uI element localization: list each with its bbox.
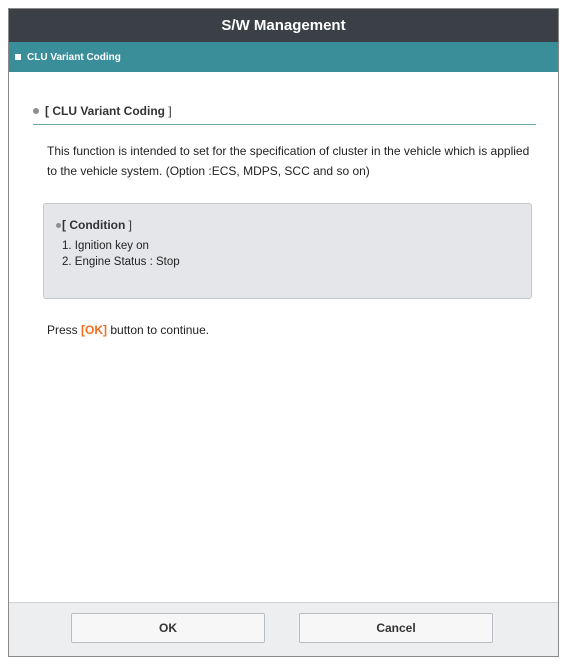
condition-title-text: Condition bbox=[66, 218, 129, 232]
ok-button[interactable]: OK bbox=[71, 613, 265, 643]
section-title-open-bracket: [ bbox=[45, 104, 49, 118]
prompt-prefix: Press bbox=[47, 323, 82, 337]
subheader-bar bbox=[9, 42, 558, 72]
section-title-text: CLU Variant Coding bbox=[49, 104, 169, 118]
condition-title bbox=[56, 218, 519, 232]
section-title bbox=[33, 104, 536, 125]
function-description: This function is intended to set for the specification of cluster in the vehicle which is applied to the vehicle system. (Option :ECS, MDPS, SCC and so on) bbox=[47, 144, 530, 178]
window-title: S/W Management bbox=[9, 9, 558, 42]
prompt-suffix: button to continue. bbox=[107, 323, 210, 337]
condition-box bbox=[43, 203, 532, 299]
condition-item: 2. Engine Status : Stop bbox=[62, 256, 180, 268]
condition-title-close-bracket: ] bbox=[128, 218, 132, 232]
section-title-close-bracket: ] bbox=[168, 104, 172, 118]
square-icon bbox=[15, 54, 21, 60]
continue-prompt bbox=[33, 323, 536, 337]
condition-item: 1. Ignition key on bbox=[62, 240, 149, 252]
condition-title-open-bracket: [ bbox=[62, 218, 66, 232]
main-content bbox=[9, 104, 558, 337]
sw-management-window bbox=[8, 8, 559, 657]
prompt-ok-highlight: [OK] bbox=[81, 323, 108, 337]
bullet-icon bbox=[33, 108, 39, 114]
cancel-button[interactable]: Cancel bbox=[299, 613, 493, 643]
button-bar bbox=[9, 602, 558, 656]
bullet-icon bbox=[56, 223, 61, 228]
subheader-label: CLU Variant Coding bbox=[27, 51, 121, 63]
